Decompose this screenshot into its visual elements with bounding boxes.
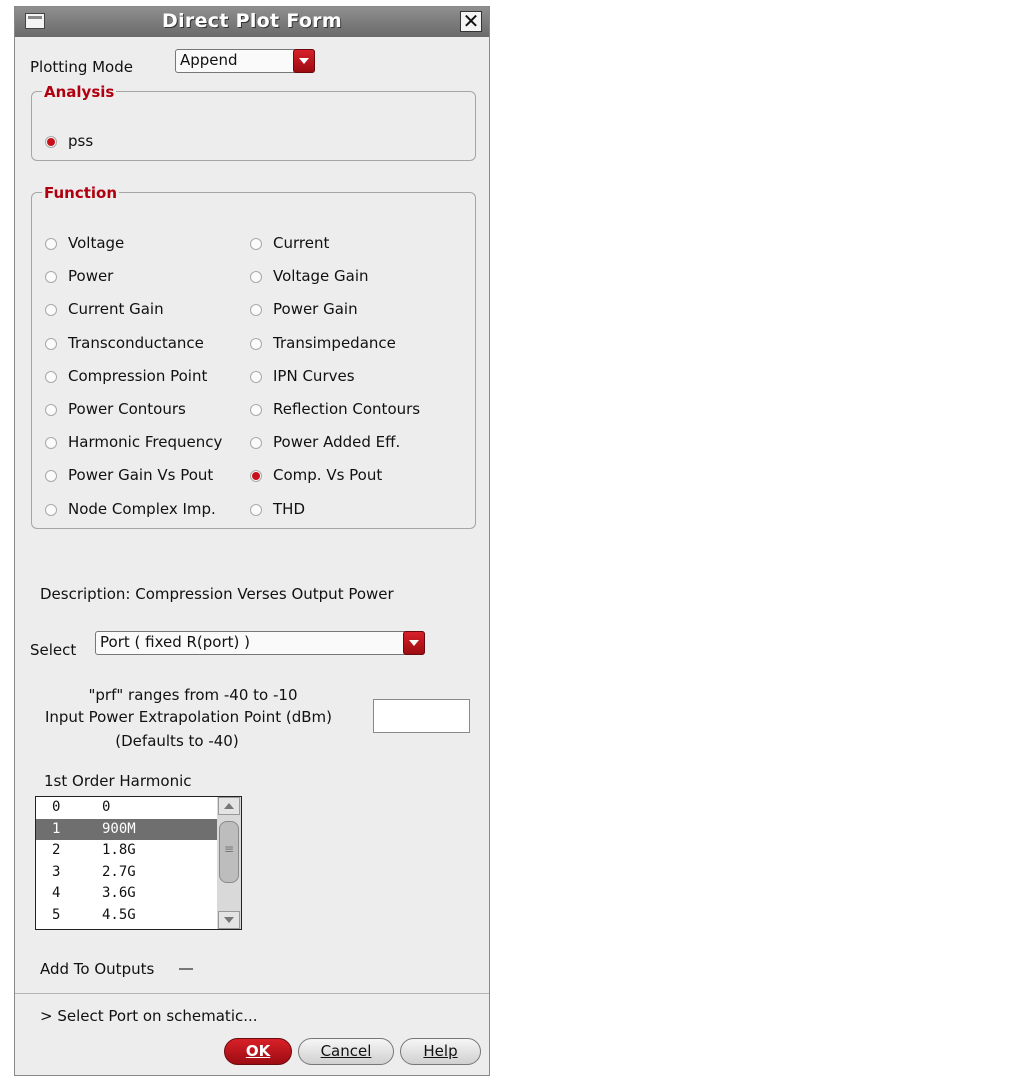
cancel-button-label: Cancel	[320, 1042, 372, 1060]
list-item[interactable]	[36, 862, 218, 883]
harmonic-frequency: 0	[102, 799, 111, 815]
select-value: Port ( fixed R(port) )	[100, 633, 250, 651]
harmonic-index: 4	[52, 885, 61, 901]
function-power-gain-vs-pout-label: Power Gain Vs Pout	[68, 466, 214, 485]
function-power-label: Power	[68, 267, 114, 286]
divider	[15, 993, 489, 994]
function-node-complex-imp-label: Node Complex Imp.	[68, 499, 216, 518]
extrapolation-label: Input Power Extrapolation Point (dBm)	[44, 708, 333, 726]
ok-button[interactable]: OK	[224, 1038, 292, 1065]
function-voltage-radio[interactable]	[45, 238, 57, 250]
list-item[interactable]	[36, 797, 218, 818]
function-transimpedance-radio[interactable]	[250, 338, 262, 350]
extrapolation-default-text: (Defaults to -40)	[115, 732, 239, 750]
chevron-down-icon[interactable]	[403, 631, 425, 655]
harmonic-index: 0	[52, 799, 61, 815]
description-text: Description: Compression Verses Output Power	[40, 585, 394, 603]
function-reflection-contours-radio[interactable]	[250, 404, 262, 416]
help-button-label: Help	[423, 1042, 458, 1060]
function-voltage-label: Voltage	[68, 234, 125, 252]
help-button[interactable]	[400, 1038, 481, 1065]
harmonic-scrollbar[interactable]	[217, 797, 241, 929]
function-transimpedance-label: Transimpedance	[273, 333, 396, 352]
function-power-contours-label: Power Contours	[68, 400, 186, 418]
analysis-group	[31, 83, 476, 161]
harmonic-index: 2	[52, 842, 61, 858]
analysis-pss-radio[interactable]	[45, 136, 57, 148]
harmonic-label: 1st Order Harmonic	[44, 772, 192, 790]
title-bar[interactable]	[15, 7, 489, 37]
function-compression-point-label: Compression Point	[68, 366, 208, 385]
analysis-legend: Analysis	[44, 83, 115, 101]
list-item[interactable]	[36, 840, 218, 861]
function-harmonic-frequency-label: Harmonic Frequency	[68, 433, 223, 452]
plotting-mode-label: Plotting Mode	[30, 58, 133, 76]
function-legend: Function	[44, 184, 118, 202]
status-text: > Select Port on schematic...	[40, 1007, 258, 1025]
harmonic-listbox[interactable]	[35, 796, 242, 930]
plotting-mode-value: Append	[180, 51, 238, 69]
function-compression-point-radio[interactable]	[45, 371, 57, 383]
function-current-label: Current	[273, 234, 330, 252]
harmonic-frequency: 3.6G	[102, 885, 136, 901]
function-current-radio[interactable]	[250, 238, 262, 250]
close-icon[interactable]: ✕	[460, 11, 482, 32]
function-comp-vs-pout-label: Comp. Vs Pout	[273, 466, 383, 485]
function-node-complex-imp-radio[interactable]	[45, 504, 57, 516]
harmonic-frequency: 1.8G	[102, 842, 136, 858]
function-thd-label: THD	[273, 499, 305, 518]
add-to-outputs-label: Add To Outputs	[40, 960, 155, 978]
harmonic-index: 1	[52, 820, 61, 837]
list-item[interactable]	[36, 905, 218, 926]
harmonic-index: 3	[52, 863, 61, 880]
prf-range-text: "prf" ranges from -40 to -10	[88, 686, 298, 704]
scroll-thumb[interactable]	[219, 821, 239, 883]
select-label: Select	[30, 641, 77, 659]
function-thd-radio[interactable]	[250, 504, 262, 516]
function-transconductance-radio[interactable]	[45, 338, 57, 350]
direct-plot-form-window	[14, 6, 490, 1076]
function-current-gain-label: Current Gain	[68, 300, 164, 319]
function-power-gain-label: Power Gain	[273, 300, 358, 319]
window-title: Direct Plot Form	[162, 10, 342, 32]
harmonic-frequency: 900M	[102, 820, 136, 837]
extrapolation-input[interactable]	[373, 699, 470, 733]
function-power-contours-radio[interactable]	[45, 404, 57, 416]
harmonic-index: 5	[52, 906, 61, 923]
add-to-outputs-checkbox[interactable]	[179, 958, 193, 970]
scroll-down-icon[interactable]	[218, 911, 240, 929]
function-ipn-curves-radio[interactable]	[250, 371, 262, 383]
list-item[interactable]	[36, 819, 218, 840]
scroll-up-icon[interactable]	[218, 797, 240, 815]
list-item[interactable]	[36, 883, 218, 904]
chevron-down-icon[interactable]	[293, 49, 315, 73]
harmonic-frequency: 4.5G	[102, 906, 136, 923]
plotting-mode-dropdown[interactable]	[175, 49, 315, 73]
analysis-pss-label: pss	[68, 132, 94, 150]
select-dropdown[interactable]	[95, 631, 425, 655]
function-reflection-contours-label: Reflection Contours	[273, 400, 421, 418]
function-power-added-eff-label: Power Added Eff.	[273, 433, 401, 452]
function-voltage-gain-label: Voltage Gain	[273, 267, 369, 286]
function-ipn-curves-label: IPN Curves	[273, 366, 355, 385]
function-transconductance-label: Transconductance	[68, 333, 204, 352]
cancel-button[interactable]	[298, 1038, 394, 1065]
harmonic-frequency: 2.7G	[102, 863, 136, 880]
